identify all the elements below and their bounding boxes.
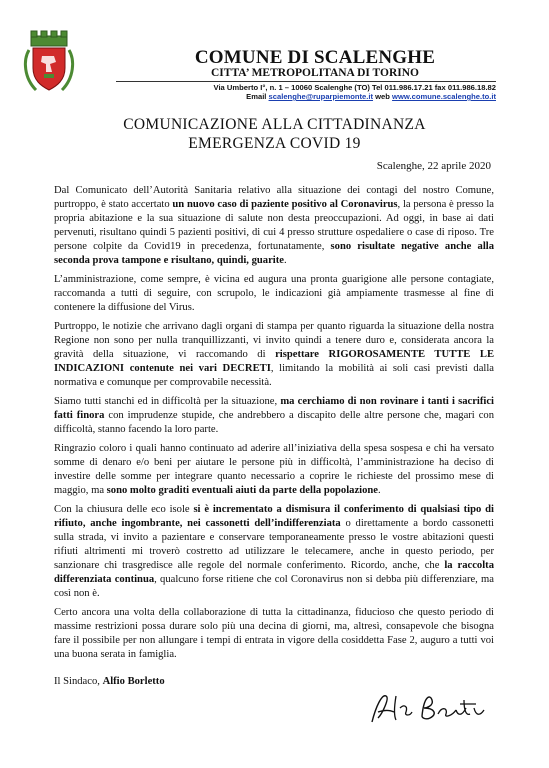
body-paragraph (54, 503, 494, 601)
handwritten-signature (364, 686, 494, 728)
email-label: Email (246, 92, 267, 101)
web-label: web (375, 92, 390, 101)
body-paragraph (54, 273, 494, 315)
text-run: Siamo tutti stanchi ed in difficoltà per la situazione, (54, 396, 281, 407)
website-link[interactable]: www.comune.scalenghe.to.it (392, 92, 496, 101)
text-run: Ringrazio coloro i quali hanno continuato ad aderire all’iniziativa della spesa sospesa e chi ha versato somme di denaro e/o beni per aiutare le persone più in difficoltà, l’amministrazione ha deciso di investire delle somme per integrare quanto necessario a coprire le richieste del prossimo mese di maggio, ma (54, 443, 494, 496)
header-divider (116, 81, 496, 82)
coat-of-arms-icon (22, 30, 76, 96)
bold-text: ma cerchiamo di non rovinare i tanti i sacrifici fatti finora (54, 396, 494, 421)
text-run: con imprudenze stupide, che andrebbero a discapito delle altre persone che, magari con difficoltà, stanno facendo la loro parte. (54, 410, 494, 435)
bold-text: sono molto graditi eventuali aiuti da parte della popolazione (106, 485, 378, 496)
text-run: , limitando la mobilità ai soli casi previsti dalla normativa e comunque per comprovabile necessità. (54, 363, 494, 388)
municipality-name: COMUNE DI SCALENGHE (194, 47, 436, 68)
text-run: Dal Comunicato dell’Autorità Sanitaria relativo alla situazione dei contagi del nostro Comune, purtroppo, è stato accertato (54, 185, 494, 210)
signoff-role: Il Sindaco, (54, 676, 100, 687)
place-date: Scalenghe, 22 aprile 2020 (376, 160, 491, 172)
metropolitan-city: CITTA’ METROPOLITANA DI TORINO (211, 67, 419, 79)
email-web-line (80, 92, 496, 101)
contact-block (80, 83, 496, 101)
body-paragraph (54, 184, 494, 268)
body-paragraph (54, 320, 494, 390)
bold-text: un nuovo caso di paziente positivo al Coronavirus (172, 199, 398, 210)
signoff (54, 676, 165, 687)
letter-body (54, 184, 494, 667)
text-run: , la persona è presso la propria abitazione e la sua situazione di salute non desta preoccupazioni. Ad oggi, in base ai dati pervenuti, risultano quindi 5 pazienti positivi, di cui 4 presso strutture ospedaliere o case di riposo. Tre persone colpite da Covid19 in precedenza, fortunatamente, (54, 199, 494, 252)
notice-subtitle: EMERGENZA COVID 19 (188, 135, 361, 152)
email-link[interactable]: scalenghe@ruparpiemonte.it (268, 92, 374, 101)
text-run: . (283, 255, 287, 266)
body-paragraph (54, 395, 494, 437)
bold-text: rispettare RIGOROSAMENTE TUTTE LE INDICAZIONI contenute nei vari DECRETI (54, 349, 495, 374)
body-paragraph (54, 442, 494, 498)
text-run: o direttamente a bordo cassonetti sulla strada, vi invito a pazientare e conservare temporaneamente presso le vostre abitazioni questi rifiuti altrimenti mi troverò costretto ad utilizzare le telecamere, anche in questo periodo, per sanzionare chi trasgredisce alle regole del normale conferimento. Ricordo, anche, che (54, 518, 494, 571)
notice-title: COMUNICAZIONE ALLA CITTADINANZA (123, 116, 426, 133)
text-run: Con la chiusura delle eco isole (54, 504, 194, 515)
address-line: Via Umberto I°, n. 1 – 10060 Scalenghe (TO) Tel 011.986.17.21 fax 011.986.18.82 (213, 83, 496, 92)
body-paragraph (54, 606, 494, 662)
text-run: Certo ancora una volta della collaborazione di tutta la cittadinanza, fiducioso che questo periodo di massime restrizioni possa durare solo più una decina di giorni, ma, altresì, consapevole che bisogna fare il possibile per non allungare i tempi di entrata in vigore della cosiddetta Fase 2, auguro a tutti voi una buona serata in famiglia. (54, 607, 494, 660)
text-run: L’amministrazione, come sempre, è vicina ed augura una pronta guarigione alle persone contagiate, raccomanda a tutti di seguire, con scrupolo, le indicazioni già ampiamente trasmesse al fine di contenere la diffusione del Virus. (54, 274, 494, 313)
bold-text: sono risultate negative anche alla seconda prova tampone e risultano, quindi, guarite (54, 241, 495, 266)
mayor-name: Alfio Borletto (102, 676, 165, 687)
text-run: , qualcuno forse ritiene che col Coronavirus non si debba più differenziare, ma così non è. (54, 574, 494, 599)
text-run: . (378, 485, 381, 496)
bold-text: la raccolta differenziata continua (54, 560, 494, 585)
bold-text: si è incrementato a dismisura il conferimento di qualsiasi tipo di rifiuto, anche ingombrante, nei cassonetti dell’indifferenziata (54, 504, 494, 529)
text-run: Purtroppo, le notizie che arrivano dagli organi di stampa per quanto riguarda la situazione della nostra Regione non sono per nulla tranquillizzanti, vi invito quindi a tenere duro e, considerata ancora la gravità della situazione, vi raccomando di (54, 321, 494, 360)
